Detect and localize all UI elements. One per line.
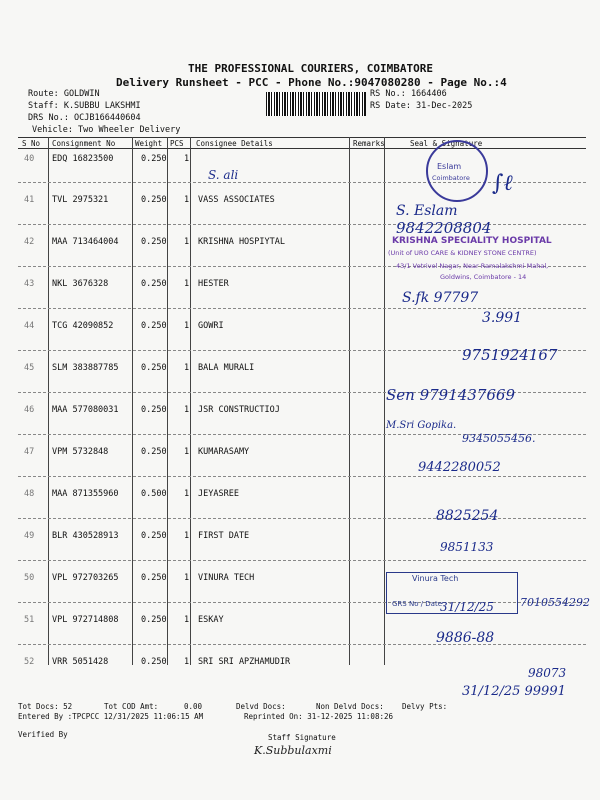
row-pcs: 1 [184,237,190,247]
col-header-consignee: Consignee Details [196,139,273,148]
handwritten-phone: 7010554292 [520,596,590,609]
rs-date: RS Date: 31-Dec-2025 [370,101,473,111]
row-consignment: MAA 577080031 [52,405,119,415]
col-header-consignment: Consignment No [52,139,116,148]
row-weight: 0.250 [141,573,167,583]
delivered-docs: Delvd Docs: [236,702,286,711]
handwritten-signature: 3.991 [482,310,523,326]
handwritten-signature: S. ali [208,168,239,182]
row-consignment: TCG 42090852 [52,321,114,331]
row-consignee: BALA MURALI [198,363,255,373]
delivery-points: Delvy Pts: [402,702,448,711]
handwritten-phone: 9345055456. [462,432,536,445]
company-title: THE PROFESSIONAL COURIERS, COIMBATORE [188,62,434,75]
row-pcs: 1 [184,279,190,289]
col-header-weight: Weight [135,139,163,148]
row-weight: 0.250 [141,195,167,205]
handwritten-phone: 9886-88 [436,630,495,646]
row-pcs: 1 [184,195,190,205]
row-weight: 0.250 [141,531,167,541]
row-consignment: VPL 972714808 [52,615,119,625]
barcode-image [266,92,366,116]
runsheet-subtitle: Delivery Runsheet - PCC - Phone No.:9047080280 - Page No.:4 [116,76,507,89]
staff-signature-label: Staff Signature [268,733,336,742]
row-consignment: MAA 871355960 [52,489,119,499]
row-pcs: 1 [184,657,190,667]
row-sno: 46 [24,405,35,415]
row-pcs: 1 [184,615,190,625]
row-sno: 48 [24,489,35,499]
row-sno: 44 [24,321,35,331]
verified-by: Verified By [18,730,68,739]
row-consignee: JEYASREE [198,489,239,499]
handwritten-phone: Sen 9791437669 [386,386,516,404]
row-sno: 40 [24,154,35,164]
hospital-stamp-line4: Goldwins, Coimbatore - 14 [440,273,527,281]
handwritten-signature: S.fk 97797 [402,290,479,306]
route-label: Route: GOLDWIN [28,89,100,99]
row-consignment: NKL 3676328 [52,279,109,289]
row-pcs: 1 [184,531,190,541]
row-consignee: FIRST DATE [198,531,250,541]
hospital-stamp-line3: 43/1 Vetrivel Nagar, Near Ramalakshmi Mahal, [396,262,549,270]
hospital-stamp-line1: KRISHNA SPECIALITY HOSPITAL [392,236,552,246]
row-consignment: VPL 972703265 [52,573,119,583]
total-cod-label: Tot COD Amt: [104,702,159,711]
row-weight: 0.250 [141,447,167,457]
staff-signature: K.Subbulaxmi [254,744,332,757]
handwritten-date: 31/12/25 [440,600,494,614]
handwritten-date: 31/12/25 99991 [462,684,566,699]
col-header-pcs: PCS [170,139,184,148]
row-consignment: TVL 2975321 [52,195,109,205]
row-pcs: 1 [184,447,190,457]
row-consignment: BLR 430528913 [52,531,119,541]
reprinted-on: Reprinted On: 31-12-2025 11:08:26 [244,712,394,721]
row-consignment: VRR 5051428 [52,657,109,667]
row-weight: 0.250 [141,615,167,625]
row-consignment: MAA 713464004 [52,237,119,247]
row-weight: 0.500 [141,489,167,499]
row-pcs: 1 [184,154,190,164]
row-sno: 51 [24,615,35,625]
row-consignee: VINURA TECH [198,573,255,583]
row-weight: 0.250 [141,237,167,247]
row-pcs: 1 [184,573,190,583]
row-weight: 0.250 [141,363,167,373]
row-pcs: 1 [184,363,190,373]
row-sno: 47 [24,447,35,457]
entered-by: Entered By :TPCPCC 12/31/2025 11:06:15 AM [18,712,204,721]
row-pcs: 1 [184,405,190,415]
total-cod-amount: 0.00 [184,702,203,711]
handwritten-phone: 9751924167 [462,346,558,364]
round-stamp-city: Coimbatore [432,174,470,182]
row-consignee: KRISHNA HOSPIYTAL [198,237,285,247]
handwritten-name: S. Eslam [396,203,458,219]
total-docs: Tot Docs: 52 [18,702,73,711]
handwritten-phone: 8825254 [436,508,499,524]
col-header-sno: S No [22,139,41,148]
round-stamp [426,140,488,202]
row-consignee: JSR CONSTRUCTIOJ [198,405,280,415]
drs-number: DRS No.: OCJB166440604 [28,113,141,123]
row-consignment: VPM 5732848 [52,447,109,457]
row-weight: 0.250 [141,154,167,164]
row-sno: 45 [24,363,35,373]
vinura-stamp-label: GRS No / Date [392,600,443,608]
row-consignee: VASS ASSOCIATES [198,195,275,205]
row-weight: 0.250 [141,321,167,331]
row-sno: 42 [24,237,35,247]
handwritten-phone: 9442280052 [418,460,501,475]
non-delivered-docs: Non Delvd Docs: [316,702,384,711]
col-header-seal: Seal & Signature [410,139,483,148]
row-sno: 50 [24,573,35,583]
row-weight: 0.250 [141,279,167,289]
handwritten-phone: 9842208804 [396,219,492,237]
handwritten-phone: 9851133 [440,540,494,554]
row-consignee: GOWRI [198,321,224,331]
handwritten-name: M.Sri Gopika. [386,420,457,431]
row-consignee: ESKAY [198,615,224,625]
row-sno: 41 [24,195,35,205]
vinura-stamp-title: Vinura Tech [412,574,459,583]
staff-label: Staff: K.SUBBU LAKSHMI [28,101,141,111]
row-weight: 0.250 [141,405,167,415]
row-pcs: 1 [184,321,190,331]
row-consignment: EDQ 16823500 [52,154,114,164]
round-stamp-text: Eslam [437,162,462,171]
row-consignee: KUMARASAMY [198,447,250,457]
row-sno: 52 [24,657,35,667]
row-consignment: SLM 383887785 [52,363,119,373]
row-sno: 43 [24,279,35,289]
row-weight: 0.250 [141,657,167,667]
vehicle-label: Vehicle: Two Wheeler Delivery [32,125,181,135]
row-consignee: HESTER [198,279,229,289]
row-sno: 49 [24,531,35,541]
col-header-remarks: Remarks [353,139,385,148]
handwritten-phone: 98073 [528,666,567,680]
rs-number: RS No.: 1664406 [370,89,447,99]
row-consignee: SRI SRI APZHAMUDIR [198,657,291,667]
handwritten-scribble: ∫ℓ [492,171,513,196]
row-pcs: 1 [184,489,190,499]
hospital-stamp-line2: (Unit of URO CARE & KIDNEY STONE CENTRE) [388,249,537,257]
